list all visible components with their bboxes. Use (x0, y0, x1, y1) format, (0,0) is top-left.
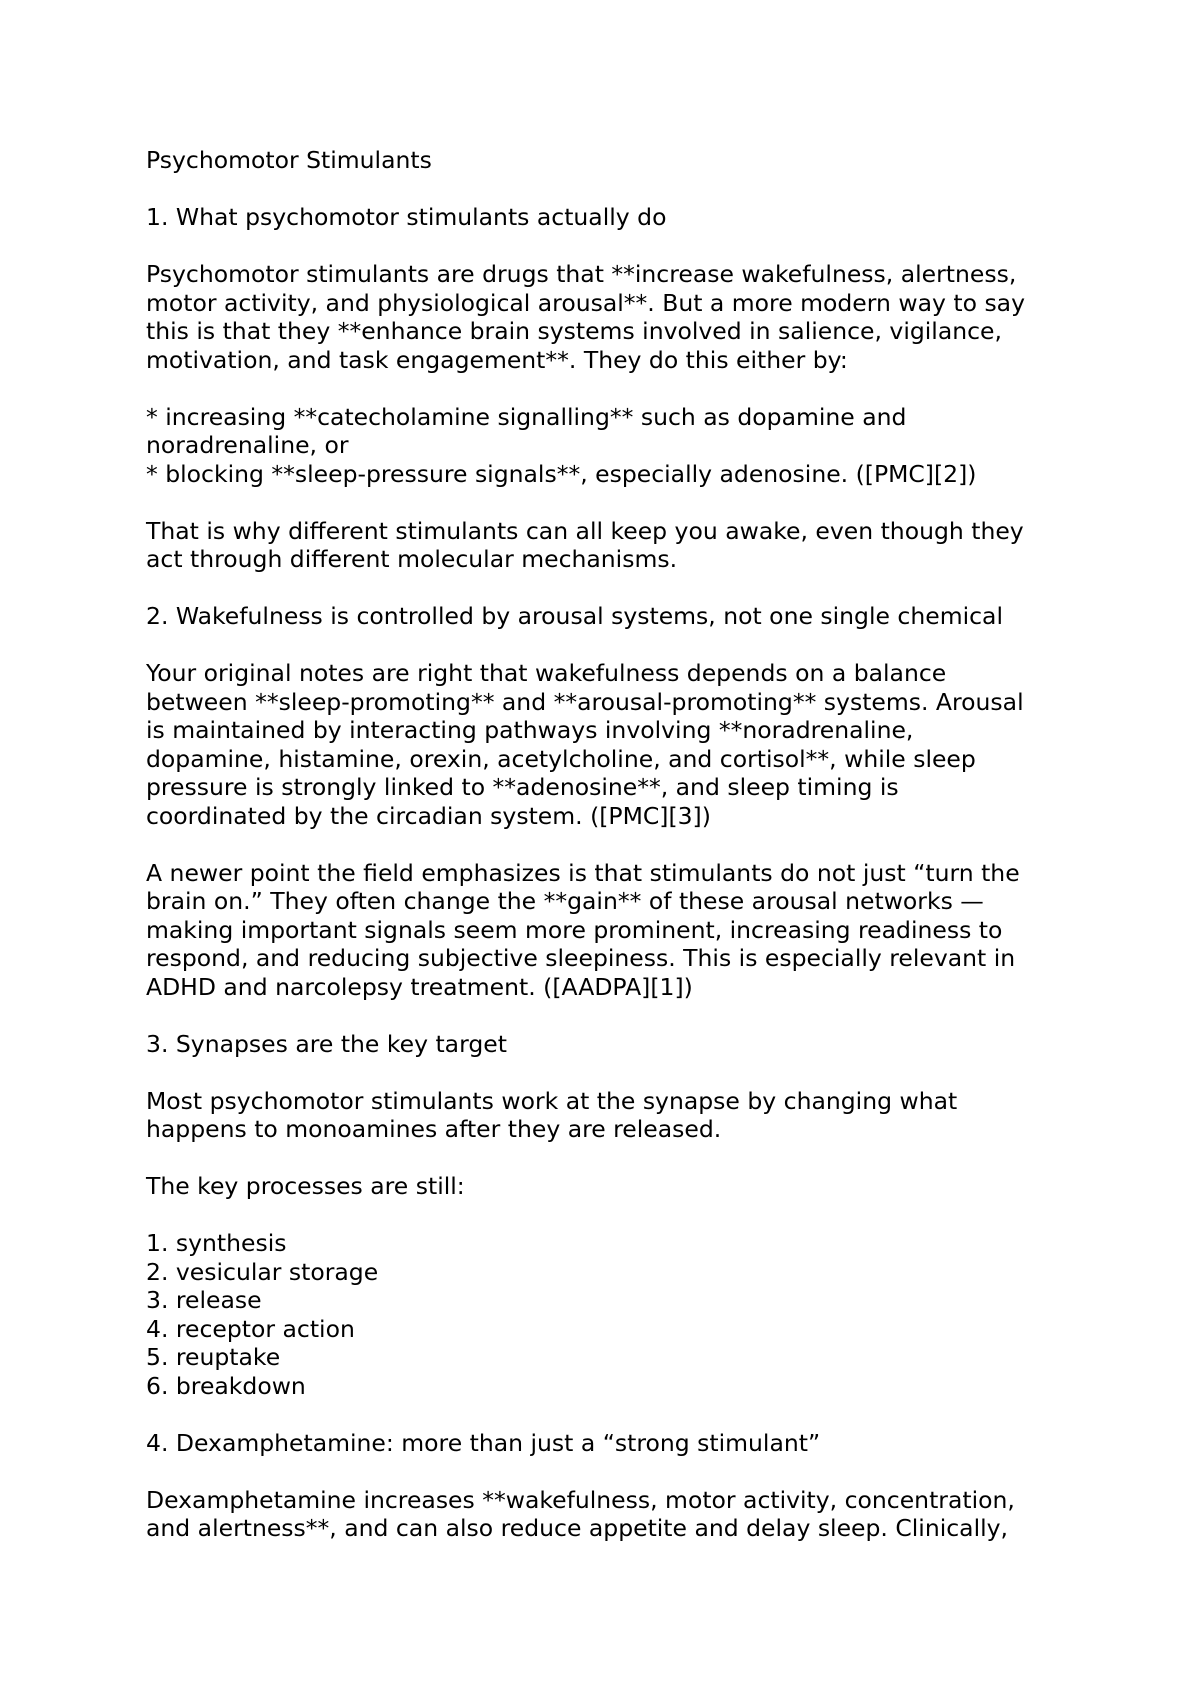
paragraph-line: dopamine, histamine, orexin, acetylcholine, and cortisol**, while sleep (146, 744, 976, 773)
paragraph (146, 1087, 1076, 1144)
document-body (146, 146, 1076, 1543)
paragraph-line: is maintained by interacting pathways involving **noradrenaline, (146, 716, 914, 744)
paragraph-line: making important signals seem more prominent, increasing readiness to (146, 915, 1003, 944)
paragraph (146, 859, 1076, 1002)
paragraph-line: Most psychomotor stimulants work at the synapse by changing what (146, 1086, 958, 1115)
spacer (146, 1144, 1076, 1173)
paragraph-line: That is why different stimulants can all keep you awake, even though they (146, 516, 1024, 545)
spacer (146, 175, 1076, 204)
list-item: 2. vesicular storage (146, 1257, 379, 1286)
list-item: 4. receptor action (146, 1314, 355, 1343)
section-heading: 1. What psychomotor stimulants actually do (146, 203, 667, 231)
spacer (146, 631, 1076, 660)
paragraph-line: pressure is strongly linked to **adenosine**, and sleep timing is (146, 773, 899, 801)
paragraph-line: Your original notes are right that wakefulness depends on a balance (146, 659, 947, 687)
spacer (146, 374, 1076, 403)
section-heading: 4. Dexamphetamine: more than just a “strong stimulant” (146, 1428, 821, 1457)
section-heading: 3. Synapses are the key target (146, 1029, 507, 1058)
paragraph-line: Psychomotor stimulants are drugs that **increase wakefulness, alertness, (146, 260, 1017, 288)
list-item: noradrenaline, or (146, 431, 349, 459)
list-item: 3. release (146, 1286, 262, 1314)
numbered-list (146, 1229, 1076, 1400)
list-item: 6. breakdown (146, 1371, 306, 1400)
list-item: * increasing **catecholamine signalling** such as dopamine and (146, 402, 907, 431)
spacer (146, 1201, 1076, 1230)
paragraph (146, 260, 1076, 374)
list-item: 5. reuptake (146, 1343, 281, 1371)
list-item: * blocking **sleep-pressure signals**, especially adenosine. ([PMC][2]) (146, 459, 977, 488)
spacer (146, 574, 1076, 603)
paragraph-line: motivation, and task engagement**. They do this either by: (146, 345, 848, 374)
list-item: 1. synthesis (146, 1229, 287, 1257)
spacer (146, 830, 1076, 859)
spacer (146, 1001, 1076, 1030)
paragraph-line: brain on.” They often change the **gain** of these arousal networks — (146, 887, 984, 915)
paragraph-line: act through different molecular mechanisms. (146, 545, 678, 573)
paragraph-line: between **sleep-promoting** and **arousal-promoting** systems. Arousal (146, 687, 1024, 716)
spacer (146, 1457, 1076, 1486)
paragraph (146, 659, 1076, 830)
spacer (146, 1400, 1076, 1429)
section-heading: 2. Wakefulness is controlled by arousal systems, not one single chemical (146, 602, 1003, 630)
paragraph (146, 1486, 1076, 1543)
bullet-list (146, 403, 1076, 489)
paragraph-line: The key processes are still: (146, 1172, 465, 1200)
spacer (146, 1058, 1076, 1087)
paragraph-line: A newer point the field emphasizes is that stimulants do not just “turn the (146, 858, 1020, 887)
paragraph-line: happens to monoamines after they are released. (146, 1115, 722, 1143)
paragraph-line: and alertness**, and can also reduce appetite and delay sleep. Clinically, (146, 1514, 1009, 1542)
spacer (146, 488, 1076, 517)
paragraph (146, 517, 1076, 574)
paragraph-line: respond, and reducing subjective sleepiness. This is especially relevant in (146, 944, 1016, 972)
paragraph-line: this is that they **enhance brain systems involved in salience, vigilance, (146, 317, 1002, 345)
paragraph-line: ADHD and narcolepsy treatment. ([AADPA][1]) (146, 972, 693, 1001)
paragraph-line: coordinated by the circadian system. ([PMC][3]) (146, 801, 711, 830)
document-title: Psychomotor Stimulants (146, 146, 432, 174)
paragraph-line: Dexamphetamine increases **wakefulness, motor activity, concentration, (146, 1485, 1015, 1514)
paragraph-line: motor activity, and physiological arousal**. But a more modern way to say (146, 288, 1025, 317)
spacer (146, 232, 1076, 261)
